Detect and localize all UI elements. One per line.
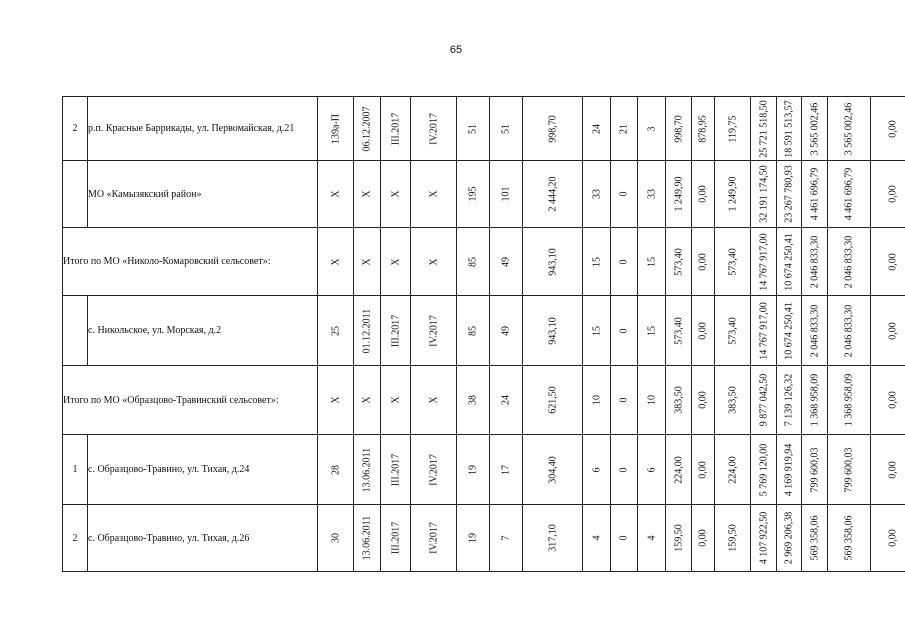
value-cell — [381, 228, 411, 296]
value-cell — [490, 366, 523, 435]
cell-value: 0,00 — [887, 185, 898, 203]
cell-value: 573,40 — [727, 316, 738, 345]
cell-value: 30 — [330, 533, 341, 543]
cell-value: 3 565 002,46 — [843, 102, 855, 155]
value-cell — [457, 97, 490, 161]
value-cell — [318, 505, 354, 572]
table-row — [63, 435, 905, 505]
cell-value: X — [428, 396, 439, 404]
value-cell — [692, 296, 715, 366]
cell-value: 51 — [500, 123, 512, 134]
cell-value: X — [330, 190, 341, 198]
value-cell — [318, 435, 354, 505]
cell-value: 25 — [330, 325, 341, 336]
cell-value: 383,50 — [727, 386, 738, 414]
value-cell — [692, 505, 715, 572]
value-cell — [457, 505, 490, 572]
cell-value: 2 046 833,30 — [809, 235, 820, 288]
cell-value: 51 — [467, 123, 479, 134]
cell-value: 159,50 — [727, 524, 738, 552]
cell-value: X — [390, 190, 401, 198]
value-cell — [611, 505, 638, 572]
cell-value: 0,00 — [697, 391, 709, 409]
value-cell — [611, 435, 638, 505]
value-cell — [751, 97, 777, 161]
cell-value: 01.12.2011 — [361, 308, 373, 353]
value-cell — [490, 228, 523, 296]
value-cell — [751, 435, 777, 505]
value-cell — [354, 296, 381, 366]
value-cell — [611, 161, 638, 228]
value-cell — [523, 161, 583, 228]
row-number — [63, 296, 88, 366]
cell-value: III.2017 — [390, 112, 401, 145]
value-cell — [828, 296, 871, 366]
table-row — [63, 296, 905, 366]
value-cell — [411, 366, 457, 435]
value-cell — [638, 505, 666, 572]
cell-value: 2 046 833,30 — [809, 304, 820, 357]
cell-value: 224,00 — [727, 455, 738, 484]
cell-value: IV.2017 — [428, 112, 439, 145]
cell-value: 10 674 250,41 — [783, 301, 795, 360]
cell-value: 15 — [591, 256, 602, 267]
row-number — [63, 161, 88, 228]
value-cell — [457, 296, 490, 366]
value-cell — [871, 97, 905, 161]
value-cell — [638, 435, 666, 505]
value-cell — [638, 296, 666, 366]
value-cell — [411, 296, 457, 366]
cell-value: 33 — [646, 189, 657, 199]
value-cell — [802, 505, 828, 572]
cell-value: 1 249,90 — [673, 176, 684, 212]
cell-value: 24 — [591, 123, 602, 134]
cell-value: X — [361, 396, 373, 404]
row-number: 2 — [63, 505, 88, 572]
cell-value: 7 — [500, 535, 512, 541]
value-cell — [354, 435, 381, 505]
cell-value: 0,00 — [697, 185, 709, 203]
value-cell — [611, 97, 638, 161]
cell-value: 85 — [467, 256, 479, 267]
cell-value: 49 — [500, 325, 512, 336]
value-cell — [715, 435, 751, 505]
cell-value: IV.2017 — [428, 314, 439, 347]
cell-value: 5 769 120,00 — [758, 443, 769, 496]
value-cell — [638, 97, 666, 161]
value-cell — [638, 161, 666, 228]
value-cell — [318, 296, 354, 366]
cell-value: 4 — [646, 535, 657, 541]
value-cell — [692, 161, 715, 228]
value-cell — [457, 435, 490, 505]
value-cell — [490, 435, 523, 505]
cell-value: 195 — [467, 186, 479, 202]
value-cell — [583, 97, 611, 161]
value-cell — [457, 161, 490, 228]
cell-value: 0,00 — [887, 119, 898, 138]
cell-value: 573,40 — [673, 316, 684, 345]
cell-value: 119,75 — [727, 114, 738, 143]
cell-value: 3 — [646, 126, 657, 131]
value-cell — [523, 435, 583, 505]
cell-value: 943,10 — [547, 316, 558, 345]
address-cell: с. Образцово-Травино, ул. Тихая, д.24 — [88, 435, 318, 505]
value-cell — [666, 161, 692, 228]
cell-value: 1 249,90 — [727, 176, 738, 212]
value-cell — [457, 228, 490, 296]
value-cell — [411, 435, 457, 505]
value-cell — [583, 296, 611, 366]
value-cell — [523, 505, 583, 572]
value-cell — [318, 228, 354, 296]
cell-value: 13.06.2011 — [361, 515, 373, 561]
cell-value: 0,00 — [887, 529, 898, 547]
address-cell: с. Никольское, ул. Морская, д.2 — [88, 296, 318, 366]
value-cell — [828, 228, 871, 296]
value-cell — [490, 296, 523, 366]
cell-value: 2 444,20 — [547, 176, 558, 212]
cell-value: III.2017 — [390, 521, 401, 555]
value-cell — [583, 366, 611, 435]
value-cell — [802, 97, 828, 161]
value-cell — [751, 366, 777, 435]
value-cell — [666, 505, 692, 572]
table-row — [63, 97, 905, 161]
value-cell — [638, 228, 666, 296]
cell-value: 49 — [500, 256, 512, 267]
value-cell — [411, 228, 457, 296]
value-cell — [871, 228, 905, 296]
value-cell — [692, 366, 715, 435]
cell-value: 6 — [591, 467, 602, 472]
value-cell — [802, 161, 828, 228]
value-cell — [828, 366, 871, 435]
value-cell — [354, 505, 381, 572]
row-number: 1 — [63, 435, 88, 505]
value-cell — [802, 228, 828, 296]
cell-value: 569 358,06 — [843, 515, 855, 561]
subtotal-label: Итого по МО «Николо-Комаровский сельсовет»: — [63, 228, 318, 296]
value-cell — [611, 228, 638, 296]
value-cell — [583, 161, 611, 228]
cell-value: 19 — [467, 464, 479, 475]
cell-value: 19 — [467, 533, 479, 543]
value-cell — [523, 296, 583, 366]
value-cell — [871, 366, 905, 435]
value-cell — [381, 161, 411, 228]
value-cell — [802, 435, 828, 505]
cell-value: 0,00 — [697, 252, 709, 271]
cell-value: 0 — [618, 259, 630, 264]
address-cell: МО «Камызякский район» — [88, 161, 318, 228]
value-cell — [354, 161, 381, 228]
cell-value: X — [330, 396, 341, 404]
value-cell — [411, 505, 457, 572]
cell-value: X — [330, 257, 341, 266]
value-cell — [611, 296, 638, 366]
value-cell — [490, 505, 523, 572]
cell-value: 2 046 833,30 — [843, 235, 855, 288]
cell-value: 06.12.2007 — [361, 106, 373, 151]
value-cell — [318, 97, 354, 161]
cell-value: 85 — [467, 325, 479, 336]
value-cell — [751, 296, 777, 366]
cell-value: 17 — [500, 464, 512, 475]
value-cell — [802, 296, 828, 366]
cell-value: IV.2017 — [428, 522, 439, 554]
value-cell — [523, 228, 583, 296]
value-cell — [828, 161, 871, 228]
value-cell — [666, 97, 692, 161]
cell-value: 25 721 518,50 — [758, 99, 769, 158]
value-cell — [751, 505, 777, 572]
value-cell — [583, 505, 611, 572]
cell-value: 15 — [646, 256, 657, 267]
cell-value: 101 — [500, 186, 512, 202]
subtotal-label: Итого по МО «Образцово-Травинский сельсовет»: — [63, 366, 318, 435]
value-cell — [354, 97, 381, 161]
cell-value: 0,00 — [697, 460, 709, 479]
cell-value: 998,70 — [547, 114, 558, 143]
value-cell — [692, 435, 715, 505]
cell-value: 383,50 — [673, 386, 684, 414]
value-cell — [692, 228, 715, 296]
cell-value: X — [361, 257, 373, 266]
value-cell — [411, 97, 457, 161]
cell-value: X — [390, 257, 401, 266]
value-cell — [638, 366, 666, 435]
cell-value: 2 969 206,38 — [783, 511, 795, 565]
value-cell — [715, 296, 751, 366]
cell-value: 0 — [618, 467, 630, 472]
value-cell — [751, 228, 777, 296]
value-cell — [871, 435, 905, 505]
cell-value: 139а-П — [330, 113, 341, 144]
cell-value: 2 046 833,30 — [843, 304, 855, 357]
cell-value: 0 — [618, 191, 630, 197]
cell-value: 0,00 — [887, 460, 898, 479]
value-cell — [354, 366, 381, 435]
cell-value: 9 877 042,50 — [758, 373, 769, 427]
table-row — [63, 161, 905, 228]
table-row — [63, 228, 905, 296]
cell-value: 4 — [591, 535, 602, 541]
cell-value: 573,40 — [673, 247, 684, 276]
value-cell — [666, 435, 692, 505]
value-cell — [381, 296, 411, 366]
cell-value: 4 461 696,79 — [843, 167, 855, 221]
table-row — [63, 366, 905, 435]
cell-value: 0,00 — [697, 529, 709, 547]
value-cell — [715, 161, 751, 228]
cell-value: 13.06.2011 — [361, 447, 373, 492]
cell-value: 224,00 — [673, 455, 684, 484]
value-cell — [381, 505, 411, 572]
cell-value: 1 368 958,09 — [809, 373, 820, 427]
cell-value: X — [428, 257, 439, 266]
value-cell — [802, 366, 828, 435]
value-cell — [381, 97, 411, 161]
cell-value: 7 139 126,32 — [783, 373, 795, 427]
value-cell — [828, 97, 871, 161]
cell-value: 0 — [618, 535, 630, 541]
value-cell — [583, 435, 611, 505]
value-cell — [751, 161, 777, 228]
cell-value: 317,10 — [547, 524, 558, 552]
value-cell — [777, 97, 802, 161]
cell-value: 15 — [591, 325, 602, 336]
value-cell — [692, 97, 715, 161]
cell-value: 33 — [591, 189, 602, 199]
value-cell — [318, 366, 354, 435]
cell-value: 799 600,03 — [809, 447, 820, 492]
cell-value: 0 — [618, 328, 630, 333]
cell-value: 569 358,06 — [809, 515, 820, 561]
value-cell — [318, 161, 354, 228]
cell-value: 0,00 — [697, 321, 709, 340]
cell-value: 998,70 — [673, 114, 684, 143]
cell-value: 621,50 — [547, 386, 558, 414]
cell-value: 32 191 174,50 — [758, 165, 769, 223]
value-cell — [715, 97, 751, 161]
cell-value: X — [390, 396, 401, 404]
housing-program-table — [62, 96, 905, 572]
value-cell — [871, 505, 905, 572]
value-cell — [666, 228, 692, 296]
value-cell — [828, 505, 871, 572]
cell-value: 3 565 002,46 — [809, 102, 820, 155]
value-cell — [871, 161, 905, 228]
cell-value: X — [428, 190, 439, 198]
cell-value: 38 — [467, 395, 479, 405]
value-cell — [523, 97, 583, 161]
value-cell — [490, 161, 523, 228]
value-cell — [777, 161, 802, 228]
value-cell — [381, 366, 411, 435]
cell-value: 304,40 — [547, 455, 558, 484]
value-cell — [583, 228, 611, 296]
cell-value: III.2017 — [390, 453, 401, 486]
cell-value: 1 368 958,09 — [843, 373, 855, 427]
value-cell — [715, 228, 751, 296]
cell-value: 943,10 — [547, 247, 558, 276]
address-cell: р.п. Красные Баррикады, ул. Первомайская, д.21 — [88, 97, 318, 161]
address-cell: с. Образцово-Травино, ул. Тихая, д.26 — [88, 505, 318, 572]
value-cell — [777, 296, 802, 366]
value-cell — [666, 296, 692, 366]
cell-value: 10 — [646, 395, 657, 405]
cell-value: IV.2017 — [428, 453, 439, 486]
value-cell — [523, 366, 583, 435]
cell-value: 18 591 513,57 — [783, 99, 795, 158]
cell-value: 0,00 — [887, 321, 898, 340]
value-cell — [777, 228, 802, 296]
cell-value: 23 267 780,93 — [783, 165, 795, 223]
table-row — [63, 505, 905, 572]
cell-value: 159,50 — [673, 524, 684, 552]
cell-value: 0,00 — [887, 391, 898, 409]
value-cell — [777, 366, 802, 435]
value-cell — [828, 435, 871, 505]
value-cell — [666, 366, 692, 435]
cell-value: 573,40 — [727, 247, 738, 276]
value-cell — [354, 228, 381, 296]
cell-value: 0,00 — [887, 252, 898, 271]
value-cell — [611, 366, 638, 435]
cell-value: 10 674 250,41 — [783, 232, 795, 291]
cell-value: 6 — [646, 467, 657, 472]
value-cell — [490, 97, 523, 161]
cell-value: 14 767 917,00 — [758, 232, 769, 291]
cell-value: 799 600,03 — [843, 447, 855, 492]
cell-value: 15 — [646, 325, 657, 336]
cell-value: 0 — [618, 397, 630, 403]
cell-value: 4 461 696,79 — [809, 167, 820, 221]
cell-value: 28 — [330, 464, 341, 475]
value-cell — [457, 366, 490, 435]
value-cell — [871, 296, 905, 366]
cell-value: 4 107 922,50 — [758, 511, 769, 565]
cell-value: 14 767 917,00 — [758, 301, 769, 360]
cell-value: 4 169 919,94 — [783, 443, 795, 496]
row-number: 2 — [63, 97, 88, 161]
cell-value: 878,95 — [697, 114, 709, 143]
value-cell — [715, 366, 751, 435]
cell-value: 21 — [618, 123, 630, 134]
value-cell — [777, 505, 802, 572]
cell-value: X — [361, 190, 373, 198]
value-cell — [381, 435, 411, 505]
cell-value: 24 — [500, 395, 512, 405]
cell-value: III.2017 — [390, 314, 401, 347]
value-cell — [777, 435, 802, 505]
value-cell — [715, 505, 751, 572]
page-number: 65 — [449, 44, 463, 56]
cell-value: 10 — [591, 395, 602, 405]
value-cell — [411, 161, 457, 228]
